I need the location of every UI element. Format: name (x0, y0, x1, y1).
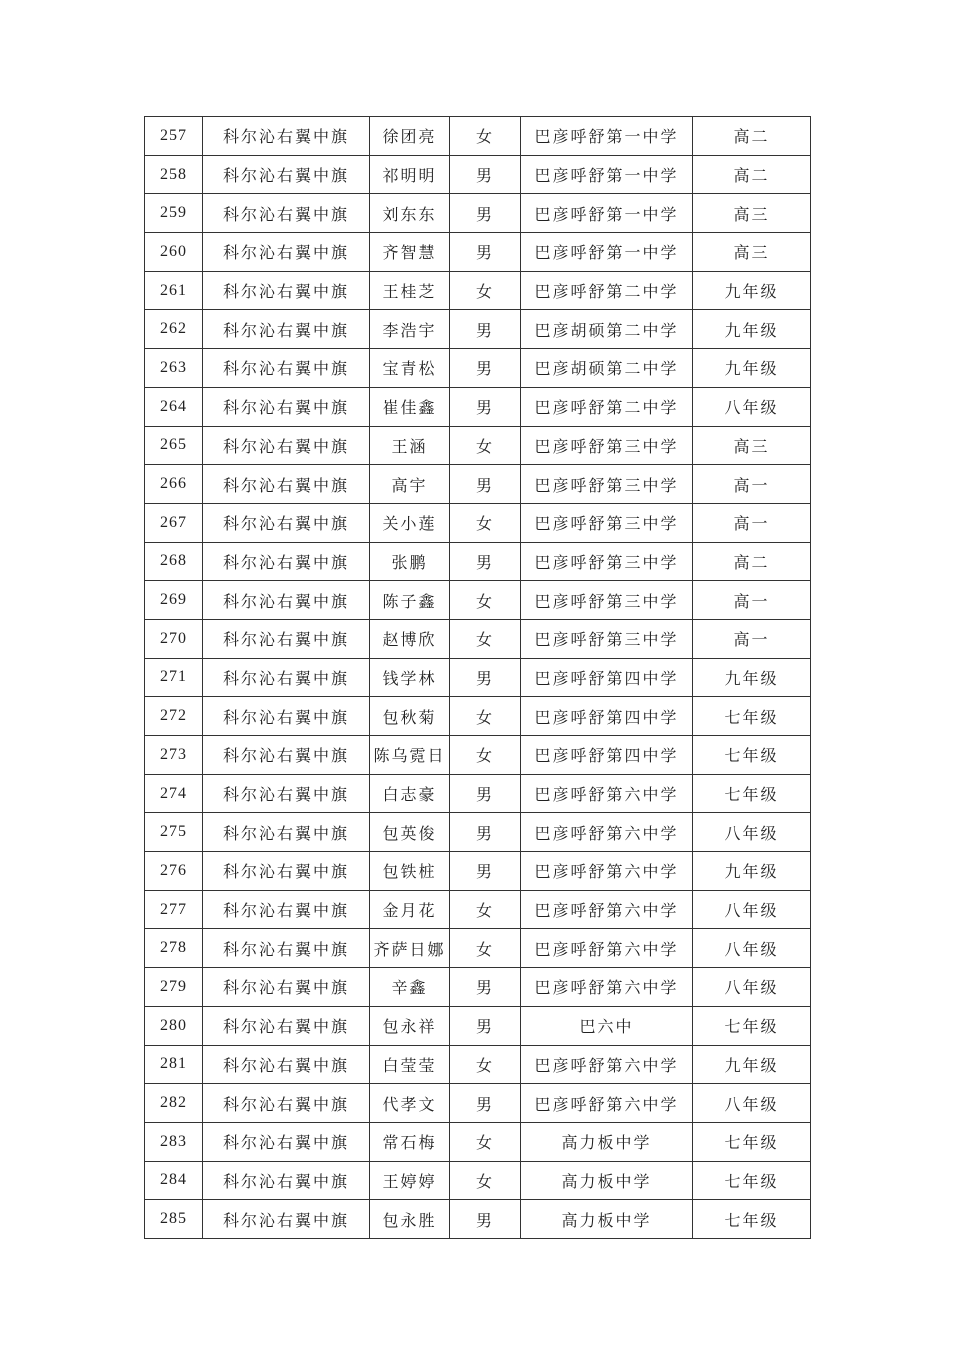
row-number-cell: 273 (145, 736, 203, 775)
student-name-cell: 辛鑫 (370, 968, 450, 1007)
banner-cell: 科尔沁右翼中旗 (203, 1200, 370, 1239)
grade-cell: 八年级 (693, 929, 811, 968)
banner-cell: 科尔沁右翼中旗 (203, 619, 370, 658)
gender-cell: 男 (450, 1006, 521, 1045)
student-name-cell: 宝青松 (370, 349, 450, 388)
school-cell: 巴彦呼舒第三中学 (521, 619, 693, 658)
gender-cell: 女 (450, 1045, 521, 1084)
banner-cell: 科尔沁右翼中旗 (203, 890, 370, 929)
gender-cell: 女 (450, 581, 521, 620)
school-cell: 巴彦呼舒第三中学 (521, 426, 693, 465)
row-number-cell: 281 (145, 1045, 203, 1084)
table-row (145, 929, 811, 968)
gender-cell: 男 (450, 774, 521, 813)
banner-cell: 科尔沁右翼中旗 (203, 387, 370, 426)
student-name-cell: 王婷婷 (370, 1161, 450, 1200)
student-table-body (145, 117, 811, 1239)
gender-cell: 女 (450, 271, 521, 310)
table-row (145, 271, 811, 310)
row-number-cell: 267 (145, 503, 203, 542)
school-cell: 巴彦呼舒第四中学 (521, 658, 693, 697)
student-name-cell: 陈子鑫 (370, 581, 450, 620)
grade-cell: 七年级 (693, 736, 811, 775)
table-row (145, 426, 811, 465)
school-cell: 巴彦呼舒第三中学 (521, 581, 693, 620)
school-cell: 巴彦呼舒第一中学 (521, 233, 693, 272)
banner-cell: 科尔沁右翼中旗 (203, 581, 370, 620)
grade-cell: 七年级 (693, 1161, 811, 1200)
table-row (145, 852, 811, 891)
row-number-cell: 266 (145, 465, 203, 504)
grade-cell: 高二 (693, 542, 811, 581)
grade-cell: 高一 (693, 503, 811, 542)
gender-cell: 女 (450, 1161, 521, 1200)
gender-cell: 男 (450, 1084, 521, 1123)
table-row (145, 503, 811, 542)
grade-cell: 七年级 (693, 697, 811, 736)
row-number-cell: 279 (145, 968, 203, 1007)
banner-cell: 科尔沁右翼中旗 (203, 929, 370, 968)
student-name-cell: 白莹莹 (370, 1045, 450, 1084)
banner-cell: 科尔沁右翼中旗 (203, 1045, 370, 1084)
table-row (145, 1084, 811, 1123)
table-row (145, 349, 811, 388)
banner-cell: 科尔沁右翼中旗 (203, 852, 370, 891)
row-number-cell: 265 (145, 426, 203, 465)
row-number-cell: 270 (145, 619, 203, 658)
banner-cell: 科尔沁右翼中旗 (203, 426, 370, 465)
banner-cell: 科尔沁右翼中旗 (203, 503, 370, 542)
table-row (145, 968, 811, 1007)
gender-cell: 男 (450, 155, 521, 194)
banner-cell: 科尔沁右翼中旗 (203, 542, 370, 581)
student-name-cell: 关小莲 (370, 503, 450, 542)
school-cell: 巴六中 (521, 1006, 693, 1045)
student-name-cell: 李浩宇 (370, 310, 450, 349)
grade-cell: 七年级 (693, 1122, 811, 1161)
banner-cell: 科尔沁右翼中旗 (203, 774, 370, 813)
grade-cell: 八年级 (693, 387, 811, 426)
banner-cell: 科尔沁右翼中旗 (203, 968, 370, 1007)
student-name-cell: 赵博欣 (370, 619, 450, 658)
table-row (145, 387, 811, 426)
gender-cell: 男 (450, 1200, 521, 1239)
gender-cell: 男 (450, 349, 521, 388)
student-name-cell: 高宇 (370, 465, 450, 504)
row-number-cell: 280 (145, 1006, 203, 1045)
school-cell: 巴彦呼舒第三中学 (521, 465, 693, 504)
student-name-cell: 钱学林 (370, 658, 450, 697)
school-cell: 巴彦胡硕第二中学 (521, 310, 693, 349)
row-number-cell: 261 (145, 271, 203, 310)
row-number-cell: 260 (145, 233, 203, 272)
school-cell: 巴彦呼舒第二中学 (521, 387, 693, 426)
grade-cell: 八年级 (693, 813, 811, 852)
banner-cell: 科尔沁右翼中旗 (203, 1084, 370, 1123)
grade-cell: 九年级 (693, 1045, 811, 1084)
student-table (144, 116, 811, 1239)
student-name-cell: 包永胜 (370, 1200, 450, 1239)
school-cell: 巴彦呼舒第三中学 (521, 503, 693, 542)
row-number-cell: 258 (145, 155, 203, 194)
table-row (145, 619, 811, 658)
table-row (145, 194, 811, 233)
table-row (145, 1045, 811, 1084)
gender-cell: 男 (450, 658, 521, 697)
grade-cell: 七年级 (693, 774, 811, 813)
gender-cell: 男 (450, 852, 521, 891)
student-name-cell: 刘东东 (370, 194, 450, 233)
student-name-cell: 徐团亮 (370, 117, 450, 156)
table-row (145, 310, 811, 349)
row-number-cell: 285 (145, 1200, 203, 1239)
gender-cell: 男 (450, 387, 521, 426)
school-cell: 高力板中学 (521, 1161, 693, 1200)
school-cell: 巴彦呼舒第四中学 (521, 736, 693, 775)
grade-cell: 九年级 (693, 310, 811, 349)
grade-cell: 高二 (693, 117, 811, 156)
gender-cell: 男 (450, 233, 521, 272)
row-number-cell: 263 (145, 349, 203, 388)
banner-cell: 科尔沁右翼中旗 (203, 310, 370, 349)
table-row (145, 542, 811, 581)
table-row (145, 155, 811, 194)
table-row (145, 813, 811, 852)
school-cell: 巴彦呼舒第一中学 (521, 117, 693, 156)
school-cell: 巴彦呼舒第一中学 (521, 155, 693, 194)
grade-cell: 八年级 (693, 890, 811, 929)
banner-cell: 科尔沁右翼中旗 (203, 233, 370, 272)
grade-cell: 高一 (693, 619, 811, 658)
grade-cell: 高二 (693, 155, 811, 194)
student-name-cell: 齐智慧 (370, 233, 450, 272)
student-name-cell: 常石梅 (370, 1122, 450, 1161)
student-name-cell: 包永祥 (370, 1006, 450, 1045)
school-cell: 巴彦呼舒第六中学 (521, 1045, 693, 1084)
row-number-cell: 277 (145, 890, 203, 929)
grade-cell: 高三 (693, 426, 811, 465)
student-name-cell: 金月花 (370, 890, 450, 929)
table-row (145, 233, 811, 272)
table-row (145, 890, 811, 929)
gender-cell: 女 (450, 736, 521, 775)
row-number-cell: 262 (145, 310, 203, 349)
row-number-cell: 278 (145, 929, 203, 968)
school-cell: 高力板中学 (521, 1122, 693, 1161)
school-cell: 巴彦胡硕第二中学 (521, 349, 693, 388)
table-row (145, 1161, 811, 1200)
student-name-cell: 王涵 (370, 426, 450, 465)
banner-cell: 科尔沁右翼中旗 (203, 117, 370, 156)
grade-cell: 八年级 (693, 1084, 811, 1123)
row-number-cell: 257 (145, 117, 203, 156)
row-number-cell: 274 (145, 774, 203, 813)
gender-cell: 女 (450, 697, 521, 736)
grade-cell: 七年级 (693, 1200, 811, 1239)
student-name-cell: 代孝文 (370, 1084, 450, 1123)
row-number-cell: 282 (145, 1084, 203, 1123)
grade-cell: 八年级 (693, 968, 811, 1007)
school-cell: 巴彦呼舒第二中学 (521, 271, 693, 310)
table-row (145, 581, 811, 620)
grade-cell: 九年级 (693, 271, 811, 310)
gender-cell: 女 (450, 890, 521, 929)
student-name-cell: 张鹏 (370, 542, 450, 581)
row-number-cell: 271 (145, 658, 203, 697)
table-row (145, 1006, 811, 1045)
table-row (145, 465, 811, 504)
table-row (145, 658, 811, 697)
student-name-cell: 崔佳鑫 (370, 387, 450, 426)
grade-cell: 七年级 (693, 1006, 811, 1045)
school-cell: 巴彦呼舒第六中学 (521, 774, 693, 813)
banner-cell: 科尔沁右翼中旗 (203, 697, 370, 736)
student-name-cell: 白志豪 (370, 774, 450, 813)
row-number-cell: 276 (145, 852, 203, 891)
student-name-cell: 祁明明 (370, 155, 450, 194)
gender-cell: 女 (450, 1122, 521, 1161)
gender-cell: 女 (450, 117, 521, 156)
row-number-cell: 259 (145, 194, 203, 233)
banner-cell: 科尔沁右翼中旗 (203, 194, 370, 233)
table-row (145, 1200, 811, 1239)
row-number-cell: 264 (145, 387, 203, 426)
student-name-cell: 齐萨日娜 (370, 929, 450, 968)
gender-cell: 男 (450, 465, 521, 504)
school-cell: 高力板中学 (521, 1200, 693, 1239)
row-number-cell: 275 (145, 813, 203, 852)
row-number-cell: 284 (145, 1161, 203, 1200)
banner-cell: 科尔沁右翼中旗 (203, 736, 370, 775)
grade-cell: 九年级 (693, 852, 811, 891)
banner-cell: 科尔沁右翼中旗 (203, 349, 370, 388)
row-number-cell: 272 (145, 697, 203, 736)
grade-cell: 高三 (693, 233, 811, 272)
row-number-cell: 268 (145, 542, 203, 581)
table-row (145, 117, 811, 156)
gender-cell: 男 (450, 813, 521, 852)
gender-cell: 女 (450, 619, 521, 658)
gender-cell: 女 (450, 503, 521, 542)
student-name-cell: 包英俊 (370, 813, 450, 852)
school-cell: 巴彦呼舒第六中学 (521, 1084, 693, 1123)
banner-cell: 科尔沁右翼中旗 (203, 155, 370, 194)
student-name-cell: 陈乌霓日 (370, 736, 450, 775)
table-row (145, 736, 811, 775)
student-name-cell: 包秋菊 (370, 697, 450, 736)
student-name-cell: 包铁桩 (370, 852, 450, 891)
grade-cell: 高一 (693, 465, 811, 504)
table-row (145, 697, 811, 736)
gender-cell: 女 (450, 426, 521, 465)
grade-cell: 九年级 (693, 349, 811, 388)
row-number-cell: 283 (145, 1122, 203, 1161)
gender-cell: 女 (450, 929, 521, 968)
school-cell: 巴彦呼舒第三中学 (521, 542, 693, 581)
table-row (145, 774, 811, 813)
grade-cell: 高三 (693, 194, 811, 233)
banner-cell: 科尔沁右翼中旗 (203, 1161, 370, 1200)
grade-cell: 九年级 (693, 658, 811, 697)
school-cell: 巴彦呼舒第六中学 (521, 890, 693, 929)
student-name-cell: 王桂芝 (370, 271, 450, 310)
school-cell: 巴彦呼舒第一中学 (521, 194, 693, 233)
school-cell: 巴彦呼舒第六中学 (521, 929, 693, 968)
gender-cell: 男 (450, 194, 521, 233)
banner-cell: 科尔沁右翼中旗 (203, 465, 370, 504)
gender-cell: 男 (450, 310, 521, 349)
school-cell: 巴彦呼舒第六中学 (521, 813, 693, 852)
gender-cell: 男 (450, 542, 521, 581)
table-row (145, 1122, 811, 1161)
gender-cell: 男 (450, 968, 521, 1007)
school-cell: 巴彦呼舒第四中学 (521, 697, 693, 736)
school-cell: 巴彦呼舒第六中学 (521, 852, 693, 891)
banner-cell: 科尔沁右翼中旗 (203, 658, 370, 697)
row-number-cell: 269 (145, 581, 203, 620)
grade-cell: 高一 (693, 581, 811, 620)
banner-cell: 科尔沁右翼中旗 (203, 813, 370, 852)
school-cell: 巴彦呼舒第六中学 (521, 968, 693, 1007)
banner-cell: 科尔沁右翼中旗 (203, 271, 370, 310)
banner-cell: 科尔沁右翼中旗 (203, 1006, 370, 1045)
banner-cell: 科尔沁右翼中旗 (203, 1122, 370, 1161)
student-list-sheet (144, 116, 811, 1239)
